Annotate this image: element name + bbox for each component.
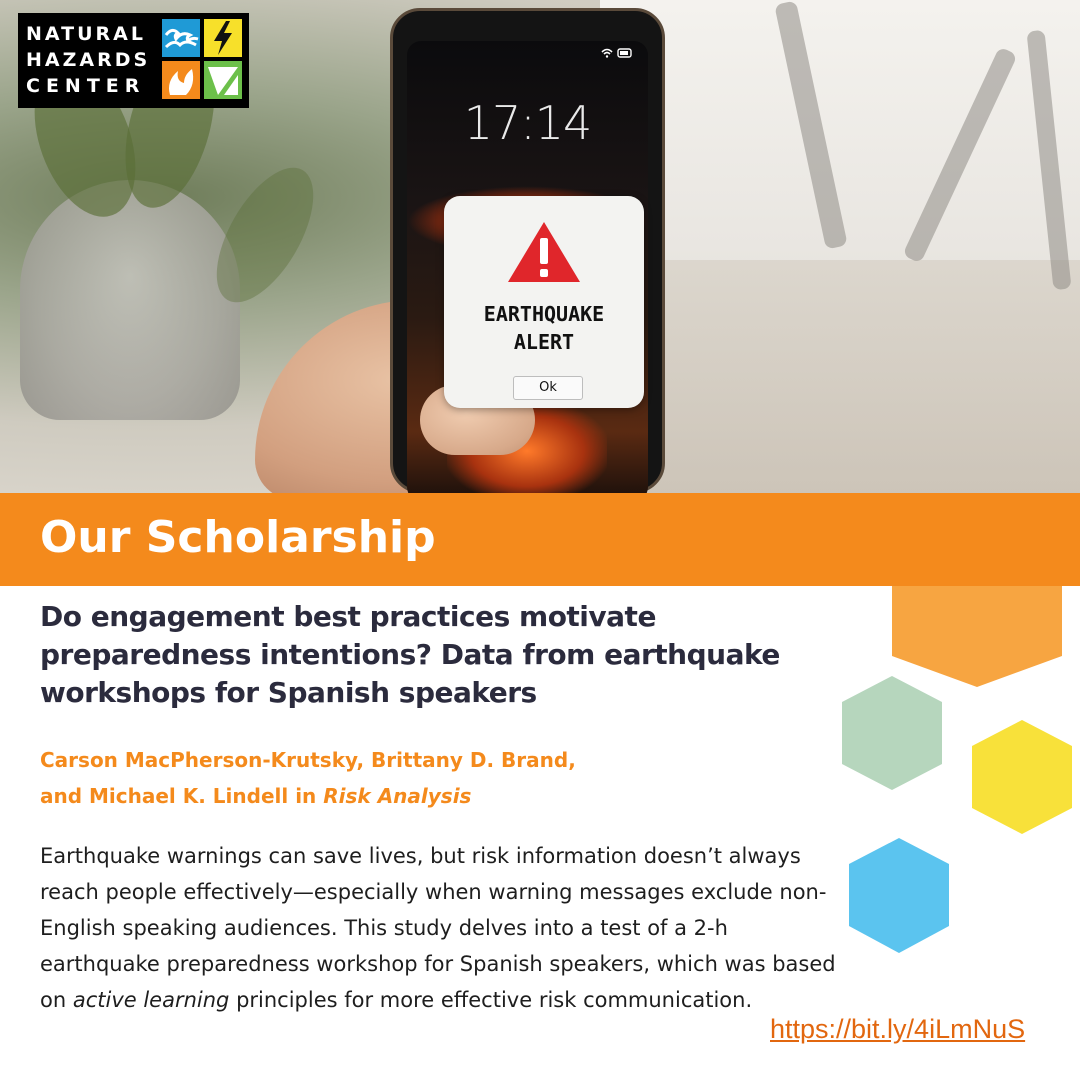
alert-title — [444, 300, 644, 356]
lightning-icon — [204, 19, 242, 57]
summary-text: principles for more effective risk communication. — [229, 988, 753, 1012]
logo-line: HAZARDS — [26, 49, 151, 71]
section-title: Our Scholarship — [40, 512, 436, 563]
summary-emphasis: active learning — [72, 988, 230, 1012]
logo-line: CENTER — [26, 75, 146, 97]
logo-wordmark — [26, 21, 158, 99]
hexagon-decoration — [830, 586, 1080, 966]
summary-text: Earthquake warnings can save lives, but risk information doesn’t always reach people effectively—especially when warning messages exclude non-English speaking audiences. This study delves into a test of a 2-h earthquake preparedness workshop for Spanish speakers, which was based on — [40, 844, 836, 1012]
authors-line — [40, 778, 800, 814]
landslide-icon — [204, 61, 242, 99]
wifi-battery-icon — [600, 47, 634, 62]
earthquake-alert-dialog — [444, 196, 644, 408]
flame-icon — [162, 61, 200, 99]
article-authors — [40, 742, 800, 814]
article-summary — [40, 838, 840, 1018]
hexagon-orange — [892, 586, 1062, 687]
journal-name: Risk Analysis — [323, 784, 472, 808]
warning-icon — [506, 220, 582, 284]
wave-icon — [162, 19, 200, 57]
authors-prefix: and Michael K. Lindell in — [40, 784, 324, 808]
section-banner — [0, 493, 1080, 586]
article-link[interactable]: https://bit.ly/4iLmNuS — [770, 1014, 1026, 1044]
article-headline: Do engagement best practices motivate preparedness intentions? Data from earthquake workshops for Spanish speakers — [40, 600, 780, 709]
alert-title-line: EARTHQUAKE — [483, 302, 605, 326]
plant-pot — [20, 180, 240, 420]
alert-title-line: ALERT — [513, 330, 575, 354]
authors-line: Carson MacPherson-Krutsky, Brittany D. Brand, — [40, 748, 576, 772]
hexagon-blue — [849, 838, 949, 953]
logo-line: NATURAL — [26, 23, 146, 45]
hexagon-yellow — [972, 720, 1072, 834]
lockscreen-clock: 17:14 — [463, 96, 592, 150]
natural-hazards-center-logo[interactable] — [18, 13, 249, 108]
logo-tiles — [162, 19, 242, 101]
ok-button[interactable]: Ok — [513, 376, 583, 400]
